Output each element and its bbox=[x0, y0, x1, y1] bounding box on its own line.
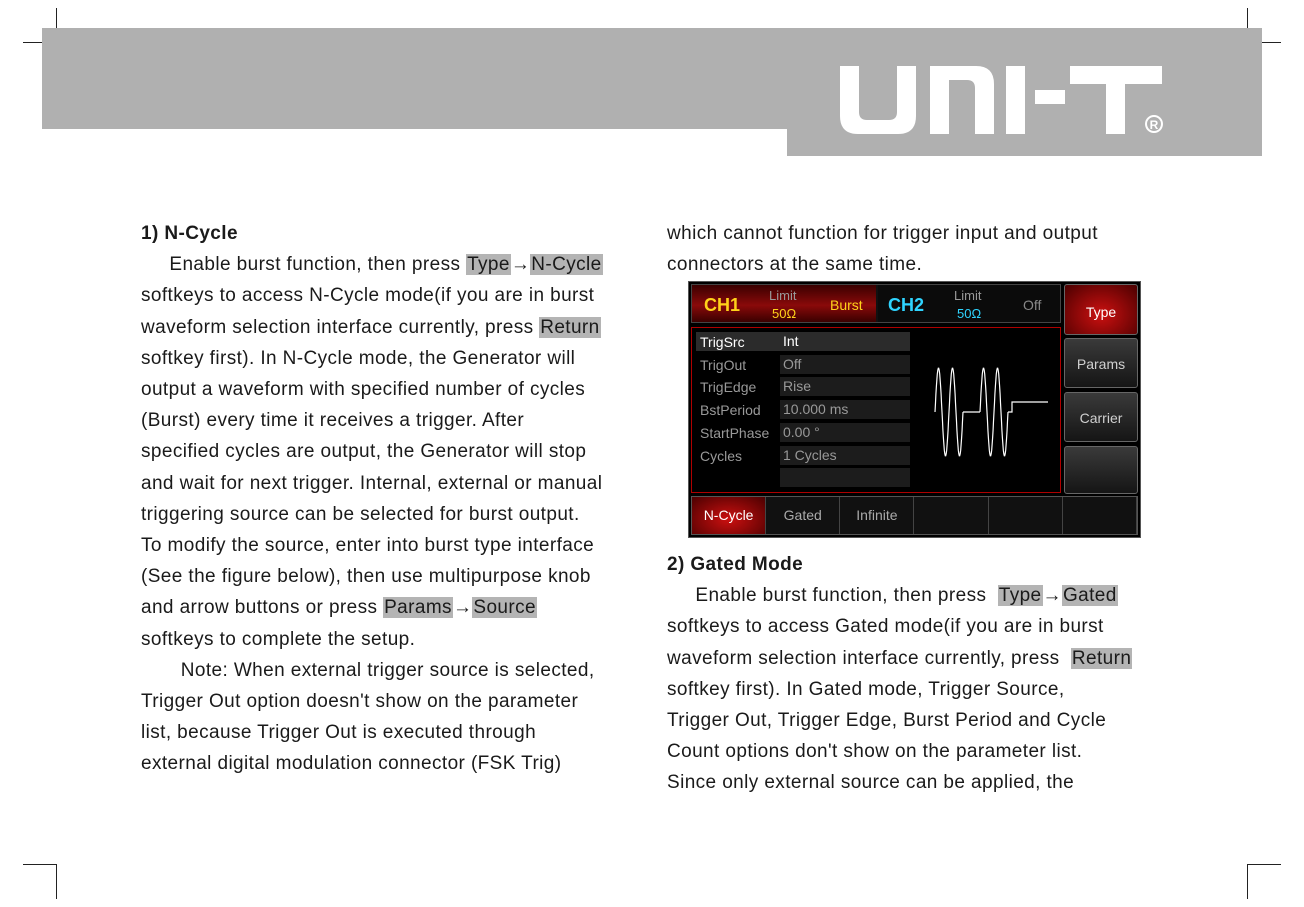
param-row[interactable] bbox=[696, 332, 910, 351]
softkey-blank[interactable] bbox=[1064, 446, 1138, 494]
softkey-params[interactable]: Params bbox=[1064, 338, 1138, 388]
text-run: and wait for next trigger. Internal, external or manual bbox=[141, 472, 603, 494]
text-run: To modify the source, enter into burst type interface bbox=[141, 535, 595, 556]
param-row[interactable] bbox=[696, 400, 910, 419]
section-heading-ncycle: 1) N-Cycle bbox=[141, 223, 238, 244]
param-row[interactable] bbox=[696, 355, 910, 374]
text-run: softkeys to access Gated mode(if you are in burst bbox=[667, 616, 1104, 638]
softkey-ref: Gated bbox=[1062, 585, 1117, 607]
left-paragraph-line bbox=[141, 748, 562, 779]
ch1-limit-label: Limit bbox=[769, 288, 797, 303]
softkey-ref: Params bbox=[384, 597, 452, 619]
param-value: Off bbox=[783, 355, 802, 372]
left-paragraph-line bbox=[141, 405, 524, 436]
left-paragraph-line bbox=[141, 499, 580, 530]
param-value: 1 Cycles bbox=[783, 446, 837, 463]
ch1-mode: Burst bbox=[830, 297, 863, 313]
brand-logo bbox=[838, 56, 1168, 140]
ch2-label: CH2 bbox=[888, 295, 925, 315]
softkey-carrier[interactable]: Carrier bbox=[1064, 392, 1138, 442]
right-intro-line: connectors at the same time. bbox=[667, 254, 923, 276]
crop-mark-bl-v bbox=[56, 864, 57, 899]
left-paragraph-line bbox=[141, 249, 603, 280]
left-paragraph-line bbox=[141, 530, 594, 561]
burst-type-n-cycle[interactable]: N-Cycle bbox=[692, 497, 766, 534]
right-intro-line: which cannot function for trigger input and output bbox=[667, 223, 1098, 244]
section-heading-gated: 2) Gated Mode bbox=[667, 554, 804, 575]
text-run: Trigger Out, Trigger Edge, Burst Period and Cycle bbox=[667, 710, 1107, 731]
arrow-glyph: → bbox=[1042, 585, 1062, 607]
right-paragraph-line bbox=[667, 643, 1132, 674]
softkey-ref: Return bbox=[540, 316, 600, 338]
param-label: StartPhase bbox=[700, 424, 770, 441]
param-value: Rise bbox=[783, 378, 812, 395]
text-run: and arrow buttons or press bbox=[141, 597, 384, 619]
text-run: Trigger Out option doesn't show on the parameter bbox=[141, 691, 579, 712]
left-paragraph-line bbox=[141, 436, 586, 467]
param-row[interactable] bbox=[696, 377, 910, 396]
param-label: TrigOut bbox=[700, 356, 747, 373]
text-run: list, because Trigger Out is executed through bbox=[141, 722, 537, 744]
param-label: TrigEdge bbox=[700, 379, 757, 396]
param-row[interactable] bbox=[696, 423, 910, 442]
text-run: softkeys to access N-Cycle mode(if you are in burst bbox=[141, 285, 595, 307]
softkey-ref: Source bbox=[473, 597, 536, 619]
brand-name: UNI-T bbox=[838, 56, 841, 57]
softkey-ref: N-Cycle bbox=[531, 254, 602, 276]
crop-mark-br-v bbox=[1247, 864, 1248, 899]
right-paragraph-line bbox=[667, 736, 1082, 767]
crop-mark-bl-h bbox=[23, 864, 57, 865]
softkey-ref: Return bbox=[1071, 647, 1132, 669]
ch2-limit-label: Limit bbox=[954, 288, 982, 303]
burst-type-gated[interactable]: Gated bbox=[766, 497, 840, 534]
param-value: 10.000 ms bbox=[783, 401, 849, 418]
text-run: softkey first). In Gated mode, Trigger Source, bbox=[667, 678, 1065, 700]
text-run: Note: When external trigger source is selected, bbox=[141, 659, 595, 681]
text-run: waveform selection interface currently, press bbox=[141, 316, 540, 338]
right-paragraph-line bbox=[667, 580, 1118, 611]
text-run: Count options don't show on the parameter list. bbox=[667, 741, 1083, 763]
right-paragraph-line bbox=[667, 705, 1106, 736]
param-value-box bbox=[780, 468, 910, 487]
burst-type-infinite[interactable]: Infinite bbox=[840, 497, 914, 534]
text-run: triggering source can be selected for burst output. bbox=[141, 503, 580, 525]
generator-screen bbox=[688, 281, 1141, 538]
text-run: waveform selection interface currently, press bbox=[667, 647, 1071, 669]
burst-type-blank[interactable] bbox=[989, 497, 1063, 534]
left-paragraph-line bbox=[141, 592, 537, 623]
left-paragraph-line bbox=[141, 280, 594, 311]
softkey-ref: Type bbox=[998, 585, 1042, 607]
softkey-type[interactable]: Type bbox=[1064, 284, 1138, 335]
arrow-glyph: → bbox=[452, 597, 473, 619]
crop-mark-br-h bbox=[1247, 864, 1281, 865]
ch2-impedance: 50Ω bbox=[957, 306, 982, 321]
param-value: Int bbox=[783, 333, 799, 349]
left-paragraph-line bbox=[141, 374, 585, 405]
channel-status-bar bbox=[691, 284, 1061, 323]
param-value-box bbox=[780, 332, 910, 351]
param-label: BstPeriod bbox=[700, 402, 761, 419]
text-run: output a waveform with specified number of cycles bbox=[141, 379, 586, 400]
right-paragraph-line bbox=[667, 611, 1104, 642]
param-label: TrigSrc bbox=[700, 334, 745, 350]
left-paragraph-line bbox=[141, 655, 595, 686]
text-run: specified cycles are output, the Generator will stop bbox=[141, 441, 587, 463]
svg-text:R: R bbox=[1149, 118, 1159, 132]
burst-type-menu-bar bbox=[691, 496, 1138, 535]
right-paragraph-line bbox=[667, 767, 1074, 798]
left-paragraph-line bbox=[141, 717, 536, 748]
param-row[interactable] bbox=[696, 446, 910, 465]
ch1-impedance: 50Ω bbox=[772, 306, 797, 321]
text-run: softkeys to complete the setup. bbox=[141, 628, 416, 650]
arrow-glyph: → bbox=[510, 254, 531, 276]
left-paragraph-line bbox=[141, 343, 575, 374]
left-paragraph-line bbox=[141, 686, 578, 717]
left-paragraph-line bbox=[141, 312, 601, 343]
param-label: Cycles bbox=[700, 447, 743, 464]
text-run: external digital modulation connector (FSK Trig) bbox=[141, 753, 562, 775]
right-paragraph-line bbox=[667, 674, 1065, 705]
burst-type-blank[interactable] bbox=[915, 497, 989, 534]
text-run: Enable burst function, then press bbox=[141, 254, 467, 276]
ch2-state: Off bbox=[1023, 297, 1042, 313]
ch1-status[interactable] bbox=[692, 285, 876, 322]
text-run: Enable burst function, then press bbox=[667, 585, 998, 607]
ch1-label: CH1 bbox=[704, 295, 741, 315]
burst-parameter-panel bbox=[691, 327, 1061, 493]
burst-type-blank[interactable] bbox=[1063, 497, 1137, 534]
burst-waveform-preview bbox=[915, 332, 1058, 489]
ch2-status[interactable] bbox=[878, 285, 1060, 322]
left-paragraph-line bbox=[141, 468, 602, 499]
left-paragraph-line bbox=[141, 624, 415, 655]
text-run: softkey first). In N-Cycle mode, the Generator will bbox=[141, 347, 576, 369]
text-run: (Burst) every time it receives a trigger. After bbox=[141, 410, 525, 432]
softkey-ref: Type bbox=[467, 254, 510, 276]
param-value: 0.00 ° bbox=[783, 423, 820, 440]
left-paragraph-line bbox=[141, 561, 591, 592]
text-run: Since only external source can be applied, the bbox=[667, 772, 1075, 794]
text-run: (See the figure below), then use multipurpose knob bbox=[141, 566, 591, 588]
param-row[interactable] bbox=[696, 468, 910, 487]
